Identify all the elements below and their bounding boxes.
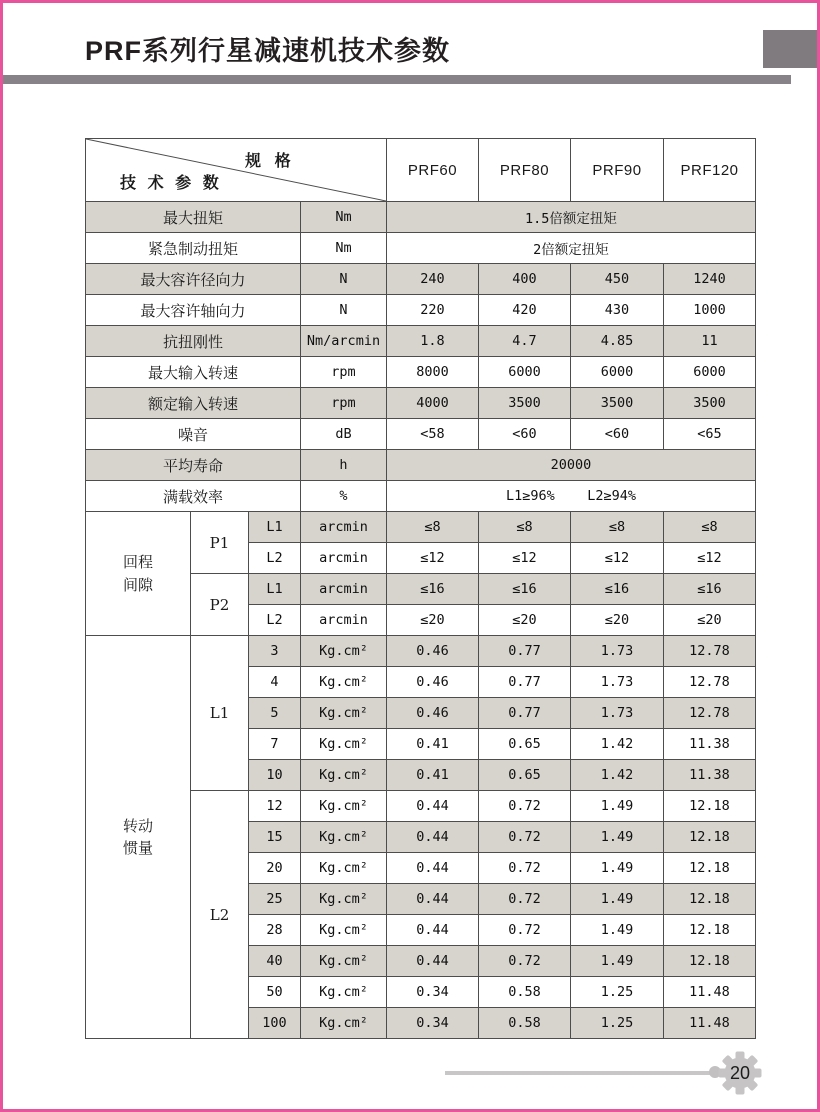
value-cell: 420 — [479, 295, 571, 326]
value-cell: 1.73 — [571, 636, 664, 667]
value-cell: 450 — [571, 264, 664, 295]
ratio-cell: 3 — [249, 636, 301, 667]
value-cell: 0.34 — [387, 977, 479, 1008]
ratio-cell: 50 — [249, 977, 301, 1008]
value-cell: 1.25 — [571, 1008, 664, 1039]
value-cell: ≤12 — [387, 543, 479, 574]
table-row — [86, 481, 756, 512]
model-header-prf90: PRF90 — [571, 139, 664, 202]
unit-cell: Kg.cm² — [301, 977, 387, 1008]
param-label-cell: 平均寿命 — [86, 450, 301, 481]
unit-cell: h — [301, 450, 387, 481]
param-label-cell: 最大容许径向力 — [86, 264, 301, 295]
value-cell: 6000 — [571, 357, 664, 388]
value-cell: <58 — [387, 419, 479, 450]
value-cell: 12.78 — [664, 667, 756, 698]
unit-cell: dB — [301, 419, 387, 450]
ratio-cell: 100 — [249, 1008, 301, 1039]
value-cell: 0.72 — [479, 822, 571, 853]
value-cell: 1.49 — [571, 853, 664, 884]
precision-grade-cell: P1 — [191, 512, 249, 574]
value-cell: 0.34 — [387, 1008, 479, 1039]
spec-table-container — [85, 138, 756, 1039]
value-cell: 1.73 — [571, 698, 664, 729]
backlash-group-cell-text: 回程间隙 — [122, 553, 153, 594]
ratio-cell: 40 — [249, 946, 301, 977]
value-cell: 12.18 — [664, 884, 756, 915]
stage-level-group-cell: L2 — [191, 791, 249, 1039]
table-header-row — [86, 139, 756, 202]
value-cell: 1.49 — [571, 915, 664, 946]
value-cell: <65 — [664, 419, 756, 450]
value-cell: 12.18 — [664, 822, 756, 853]
value-cell: ≤20 — [479, 605, 571, 636]
stage-level-cell: L1 — [249, 512, 301, 543]
unit-cell: rpm — [301, 388, 387, 419]
value-cell: 12.18 — [664, 915, 756, 946]
ratio-cell: 7 — [249, 729, 301, 760]
backlash-group-cell — [86, 512, 191, 636]
value-cell: ≤8 — [387, 512, 479, 543]
value-cell: ≤16 — [387, 574, 479, 605]
value-cell: 0.44 — [387, 853, 479, 884]
table-row — [86, 419, 756, 450]
value-cell: 11.38 — [664, 729, 756, 760]
value-cell: 0.77 — [479, 698, 571, 729]
value-cell: 1.49 — [571, 791, 664, 822]
value-cell: 3500 — [571, 388, 664, 419]
param-label-cell: 抗扭刚性 — [86, 326, 301, 357]
unit-cell: Kg.cm² — [301, 822, 387, 853]
value-cell: 4.7 — [479, 326, 571, 357]
value-cell: 0.72 — [479, 884, 571, 915]
inertia-group-cell-text: 转动惯量 — [122, 816, 153, 857]
value-cell: 1.73 — [571, 667, 664, 698]
value-cell: 220 — [387, 295, 479, 326]
value-cell: 1000 — [664, 295, 756, 326]
value-cell: 0.41 — [387, 760, 479, 791]
value-cell: 0.41 — [387, 729, 479, 760]
value-cell: ≤8 — [479, 512, 571, 543]
header-spec-label: 规 格 — [245, 151, 295, 170]
unit-cell: arcmin — [301, 605, 387, 636]
unit-cell: Kg.cm² — [301, 791, 387, 822]
unit-cell: rpm — [301, 357, 387, 388]
unit-cell: N — [301, 295, 387, 326]
value-cell: ≤20 — [387, 605, 479, 636]
unit-cell: Kg.cm² — [301, 760, 387, 791]
value-cell: ≤8 — [664, 512, 756, 543]
value-cell: 1240 — [664, 264, 756, 295]
unit-cell: % — [301, 481, 387, 512]
model-header-prf80: PRF80 — [479, 139, 571, 202]
precision-grade-cell: P2 — [191, 574, 249, 636]
value-cell: 0.77 — [479, 636, 571, 667]
stage-level-cell: L2 — [249, 543, 301, 574]
value-cell: ≤16 — [571, 574, 664, 605]
value-cell: 1.25 — [571, 977, 664, 1008]
ratio-cell: 4 — [249, 667, 301, 698]
value-cell: <60 — [571, 419, 664, 450]
value-cell: 0.58 — [479, 1008, 571, 1039]
model-header-prf60: PRF60 — [387, 139, 479, 202]
value-cell: ≤12 — [479, 543, 571, 574]
value-cell: ≤20 — [571, 605, 664, 636]
unit-cell: Nm — [301, 202, 387, 233]
value-cell: 1.49 — [571, 946, 664, 977]
table-row — [86, 512, 756, 543]
model-header-prf120: PRF120 — [664, 139, 756, 202]
unit-cell: Kg.cm² — [301, 636, 387, 667]
param-label-cell: 最大扭矩 — [86, 202, 301, 233]
param-label-cell: 满载效率 — [86, 481, 301, 512]
value-cell: 12.78 — [664, 636, 756, 667]
value-cell: 0.46 — [387, 667, 479, 698]
value-cell: <60 — [479, 419, 571, 450]
footer-rule-line — [445, 1071, 715, 1075]
value-cell: 12.18 — [664, 946, 756, 977]
param-label-cell: 最大输入转速 — [86, 357, 301, 388]
value-cell: 6000 — [664, 357, 756, 388]
spanned-value-cell: 2倍额定扭矩 — [387, 233, 756, 264]
value-cell: 11.48 — [664, 1008, 756, 1039]
spec-table — [85, 138, 756, 1039]
header-param-label: 技 术 参 数 — [120, 173, 222, 192]
value-cell: 3500 — [479, 388, 571, 419]
value-cell: 11.48 — [664, 977, 756, 1008]
stage-level-group-cell: L1 — [191, 636, 249, 791]
value-cell: 6000 — [479, 357, 571, 388]
param-label-cell: 额定输入转速 — [86, 388, 301, 419]
unit-cell: Kg.cm² — [301, 915, 387, 946]
value-cell: 12.18 — [664, 853, 756, 884]
unit-cell: Kg.cm² — [301, 853, 387, 884]
param-label-cell: 紧急制动扭矩 — [86, 233, 301, 264]
table-row — [86, 233, 756, 264]
value-cell: ≤16 — [479, 574, 571, 605]
unit-cell: arcmin — [301, 543, 387, 574]
value-cell: 1.42 — [571, 729, 664, 760]
param-label-cell: 最大容许轴向力 — [86, 295, 301, 326]
value-cell: 0.65 — [479, 729, 571, 760]
unit-cell: N — [301, 264, 387, 295]
unit-cell: Kg.cm² — [301, 698, 387, 729]
value-cell: 0.44 — [387, 791, 479, 822]
spanned-value-cell: 20000 — [387, 450, 756, 481]
page-title: PRF系列行星减速机技术参数 — [85, 36, 450, 66]
ratio-cell: 15 — [249, 822, 301, 853]
value-cell: 0.72 — [479, 915, 571, 946]
table-row — [86, 388, 756, 419]
unit-cell: Kg.cm² — [301, 729, 387, 760]
value-cell: ≤16 — [664, 574, 756, 605]
table-row — [86, 295, 756, 326]
value-cell: ≤12 — [664, 543, 756, 574]
ratio-cell: 25 — [249, 884, 301, 915]
value-cell: 1.49 — [571, 884, 664, 915]
page-number: 20 — [729, 1062, 751, 1083]
ratio-cell: 20 — [249, 853, 301, 884]
stage-level-cell: L2 — [249, 605, 301, 636]
value-cell: 12.78 — [664, 698, 756, 729]
unit-cell: Nm — [301, 233, 387, 264]
value-cell: ≤20 — [664, 605, 756, 636]
table-row — [86, 202, 756, 233]
corner-accent-block — [763, 30, 817, 68]
unit-cell: Kg.cm² — [301, 884, 387, 915]
unit-cell: arcmin — [301, 574, 387, 605]
value-cell: 0.44 — [387, 884, 479, 915]
value-cell: 0.44 — [387, 822, 479, 853]
value-cell: 0.72 — [479, 946, 571, 977]
value-cell: 0.65 — [479, 760, 571, 791]
value-cell: 11.38 — [664, 760, 756, 791]
value-cell: 0.72 — [479, 853, 571, 884]
value-cell: 1.42 — [571, 760, 664, 791]
value-cell: 0.46 — [387, 636, 479, 667]
title-underline-bar — [3, 75, 791, 84]
ratio-cell: 12 — [249, 791, 301, 822]
value-cell: ≤12 — [571, 543, 664, 574]
param-label-cell: 噪音 — [86, 419, 301, 450]
spanned-value-cell: 1.5倍额定扭矩 — [387, 202, 756, 233]
unit-cell: Kg.cm² — [301, 667, 387, 698]
value-cell: 1.8 — [387, 326, 479, 357]
value-cell: 3500 — [664, 388, 756, 419]
unit-cell: Nm/arcmin — [301, 326, 387, 357]
ratio-cell: 5 — [249, 698, 301, 729]
table-row — [86, 636, 756, 667]
stage-level-cell: L1 — [249, 574, 301, 605]
diagonal-header-cell — [86, 139, 387, 202]
value-cell: 430 — [571, 295, 664, 326]
spanned-value-cell: L1≥96% L2≥94% — [387, 481, 756, 512]
value-cell: ≤8 — [571, 512, 664, 543]
value-cell: 12.18 — [664, 791, 756, 822]
value-cell: 0.44 — [387, 915, 479, 946]
value-cell: 0.77 — [479, 667, 571, 698]
unit-cell: Kg.cm² — [301, 1008, 387, 1039]
value-cell: 0.72 — [479, 791, 571, 822]
value-cell: 400 — [479, 264, 571, 295]
table-row — [86, 264, 756, 295]
value-cell: 240 — [387, 264, 479, 295]
value-cell: 4.85 — [571, 326, 664, 357]
table-row — [86, 326, 756, 357]
ratio-cell: 10 — [249, 760, 301, 791]
unit-cell: arcmin — [301, 512, 387, 543]
value-cell: 8000 — [387, 357, 479, 388]
value-cell: 0.46 — [387, 698, 479, 729]
value-cell: 0.44 — [387, 946, 479, 977]
unit-cell: Kg.cm² — [301, 946, 387, 977]
value-cell: 11 — [664, 326, 756, 357]
ratio-cell: 28 — [249, 915, 301, 946]
value-cell: 1.49 — [571, 822, 664, 853]
value-cell: 0.58 — [479, 977, 571, 1008]
table-row — [86, 450, 756, 481]
page-number-gear-badge — [717, 1050, 763, 1096]
table-row — [86, 357, 756, 388]
inertia-group-cell — [86, 636, 191, 1039]
value-cell: 4000 — [387, 388, 479, 419]
